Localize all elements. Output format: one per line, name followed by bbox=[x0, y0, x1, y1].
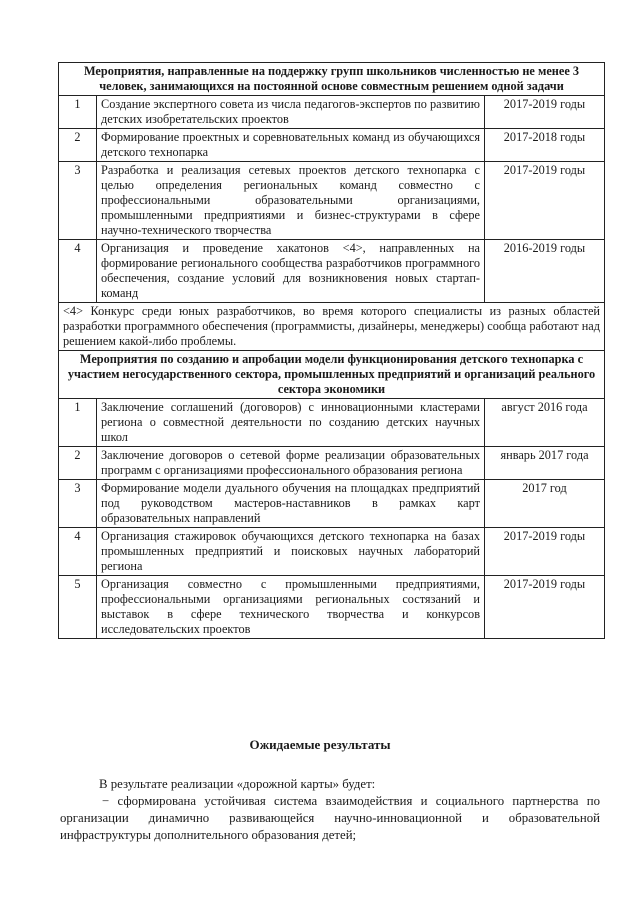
row-number: 2 bbox=[59, 447, 97, 480]
section-1-title: Мероприятия, направленные на поддержку групп школьников численностью не менее 3 человек, занимающихся на постоянной основе совместным решением одной задачи bbox=[59, 63, 605, 96]
roadmap-table bbox=[58, 62, 605, 639]
results-bullet-item: − сформирована устойчивая система взаимодействия и социального партнерства по организации динамично развивающейся научно-инновационной и образовательной инфраструктуры дополнительного образования детей; bbox=[60, 794, 600, 842]
table-row bbox=[59, 399, 605, 447]
section-2-title: Мероприятия по созданию и апробации модели функционирования детского технопарка с участием негосударственного сектора, промышленных предприятий и организаций реального сектора экономики bbox=[59, 351, 605, 399]
results-heading: Ожидаемые результаты bbox=[249, 737, 391, 752]
table-row bbox=[59, 528, 605, 576]
row-number: 3 bbox=[59, 162, 97, 240]
row-date: 2016-2019 годы bbox=[485, 240, 605, 303]
row-number: 4 bbox=[59, 240, 97, 303]
row-number: 3 bbox=[59, 480, 97, 528]
row-description: Формирование модели дуального обучения на площадках предприятий под руководством мастеров-наставников в рамках карт образовательных направлений bbox=[97, 480, 485, 528]
row-description: Разработка и реализация сетевых проектов детского технопарка с целью определения региональных команд совместно с профессиональными образовательными организациями, промышленными предприятиями и бизнес-структурами в сфере научно-технического творчества bbox=[97, 162, 485, 240]
row-number: 1 bbox=[59, 96, 97, 129]
row-date: январь 2017 года bbox=[485, 447, 605, 480]
footnote-text: <4> Конкурс среди юных разработчиков, во время которого специалисты из разных областей разработки программного обеспечения (программисты, дизайнеры, менеджеры) сообща работают над решением какой-либо проблемы. bbox=[59, 303, 605, 351]
section-header-row bbox=[59, 351, 605, 399]
row-description: Заключение соглашений (договоров) с инновационными кластерами региона о совместной деятельности по созданию детских научных школ bbox=[97, 399, 485, 447]
row-number: 2 bbox=[59, 129, 97, 162]
row-date: август 2016 года bbox=[485, 399, 605, 447]
section-header-row bbox=[59, 63, 605, 96]
row-date: 2017-2019 годы bbox=[485, 96, 605, 129]
footnote-row bbox=[59, 303, 605, 351]
row-date: 2017-2019 годы bbox=[485, 576, 605, 639]
table-row bbox=[59, 480, 605, 528]
table-row bbox=[59, 129, 605, 162]
table-row bbox=[59, 447, 605, 480]
row-number: 5 bbox=[59, 576, 97, 639]
table-row bbox=[59, 96, 605, 129]
row-description: Формирование проектных и соревновательных команд из обучающихся детского технопарка bbox=[97, 129, 485, 162]
results-intro: В результате реализации «дорожной карты» будет: bbox=[99, 777, 376, 791]
row-number: 1 bbox=[59, 399, 97, 447]
row-description: Организация совместно с промышленными предприятиями, профессиональными организациями региональных состязаний и выставок в сфере технического творчества и конкурсов исследовательских проектов bbox=[97, 576, 485, 639]
row-description: Организация и проведение хакатонов <4>, направленных на формирование регионального сообщества разработчиков программного обеспечения, создание условий для возникновения новых стартап-команд bbox=[97, 240, 485, 303]
row-date: 2017-2019 годы bbox=[485, 528, 605, 576]
table-row bbox=[59, 576, 605, 639]
row-number: 4 bbox=[59, 528, 97, 576]
row-date: 2017-2019 годы bbox=[485, 162, 605, 240]
row-date: 2017 год bbox=[485, 480, 605, 528]
table-row bbox=[59, 162, 605, 240]
row-description: Заключение договоров о сетевой форме реализации образовательных программ с организациями профессионального образования региона bbox=[97, 447, 485, 480]
row-date: 2017-2018 годы bbox=[485, 129, 605, 162]
row-description: Организация стажировок обучающихся детского технопарка на базах промышленных предприятий и поисковых научных лабораторий региона bbox=[97, 528, 485, 576]
table-row bbox=[59, 240, 605, 303]
row-description: Создание экспертного совета из числа педагогов-экспертов по развитию детских изобретательских проектов bbox=[97, 96, 485, 129]
